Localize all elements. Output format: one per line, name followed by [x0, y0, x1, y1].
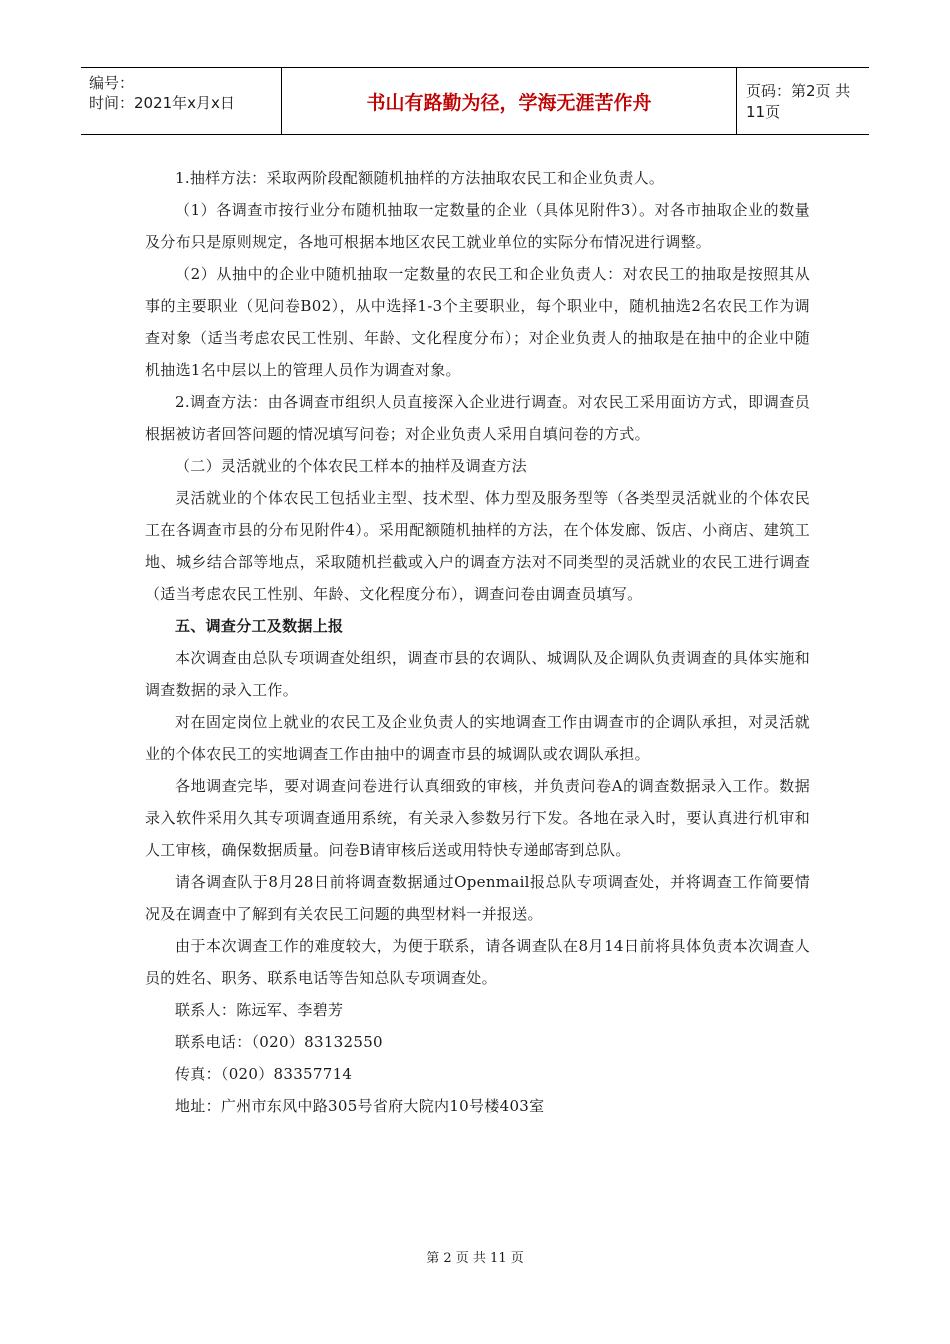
section-heading-division: 五、调查分工及数据上报 [175, 617, 344, 635]
para-sampling-method: 1.抽样方法：采取两阶段配额随机抽样的方法抽取农民工和企业负责人。 [175, 169, 665, 187]
header-meta [81, 68, 282, 134]
para-survey-method: 2.调查方法：由各调查市组织人员直接深入企业进行调查。对农民工采用面访方式，即调查员根据被访者回答问题的情况填写问卷；对企业负责人采用自填问卷的方式。 [145, 393, 810, 443]
contact-address: 地址：广州市东风中路305号省府大院内10号楼403室 [175, 1097, 545, 1115]
para-deadline: 请各调查队于8月28日前将调查数据通过Openmail报总队专项调查处，并将调查工作简要情况及在调查中了解到有关农民工问题的典型材料一并报送。 [145, 873, 810, 923]
header-page-label: 页码：第2页 共11页 [746, 82, 851, 121]
para-review: 各地调查完毕，要对调查问卷进行认真细致的审核，并负责问卷A的调查数据录入工作。数据录入软件采用久其专项调查通用系统，有关录入参数另行下发。各地在录入时，要认真进行机审和人工审核，确保数据质量。问卷B请审核后送或用特快专递邮寄到总队。 [145, 777, 810, 859]
contact-person: 联系人：陈远军、李碧芳 [175, 1001, 344, 1019]
para-contact-deadline: 由于本次调查工作的难度较大，为便于联系，请各调查队在8月14日前将具体负责本次调查人员的姓名、职务、联系电话等告知总队专项调查处。 [145, 937, 810, 987]
code-label: 编号： [89, 74, 135, 92]
document-header [81, 67, 869, 135]
subheading-flexible-employment: （二）灵活就业的个体农民工样本的抽样及调查方法 [175, 457, 527, 475]
page-footer: 第 2 页 共 11 页 [426, 1251, 524, 1266]
time-label: 时间：2021年x月x日 [89, 94, 235, 112]
header-motto: 书山有路勤为径，学海无涯苦作舟 [282, 68, 737, 134]
para-field-work: 对在固定岗位上就业的农民工及企业负责人的实地调查工作由调查市的企调队承担，对灵活就业的个体农民工的实地调查工作由抽中的调查市县的城调队或农调队承担。 [145, 713, 810, 763]
para-worker-selection: （2）从抽中的企业中随机抽取一定数量的农民工和企业负责人：对农民工的抽取是按照其从事的主要职业（见问卷B02），从中选择1-3个主要职业，每个职业中，随机抽选2名农民工作为调查对象（适当考虑农民工性别、年龄、文化程度分布）；对企业负责人的抽取是在抽中的企业中随机抽选1名中层以上的管理人员作为调查对象。 [145, 265, 810, 379]
para-flexible-employment: 灵活就业的个体农民工包括业主型、技术型、体力型及服务型等（各类型灵活就业的个体农民工在各调查市县的分布见附件4）。采用配额随机抽样的方法，在个体发廊、饭店、小商店、建筑工地、城乡结合部等地点，采取随机拦截或入户的调查方法对不同类型的灵活就业的农民工进行调查（适当考虑农民工性别、年龄、文化程度分布），调查问卷由调查员填写。 [145, 489, 810, 603]
contact-fax: 传真：（020）83357714 [175, 1065, 353, 1083]
para-organization: 本次调查由总队专项调查处组织，调查市县的农调队、城调队及企调队负责调查的具体实施和调查数据的录入工作。 [145, 649, 810, 699]
para-enterprise-selection: （1）各调查市按行业分布随机抽取一定数量的企业（具体见附件3）。对各市抽取企业的数量及分布只是原则规定，各地可根据本地区农民工就业单位的实际分布情况进行调整。 [145, 201, 810, 251]
document-body [145, 162, 810, 1122]
contact-phone: 联系电话：（020）83132550 [175, 1033, 383, 1051]
